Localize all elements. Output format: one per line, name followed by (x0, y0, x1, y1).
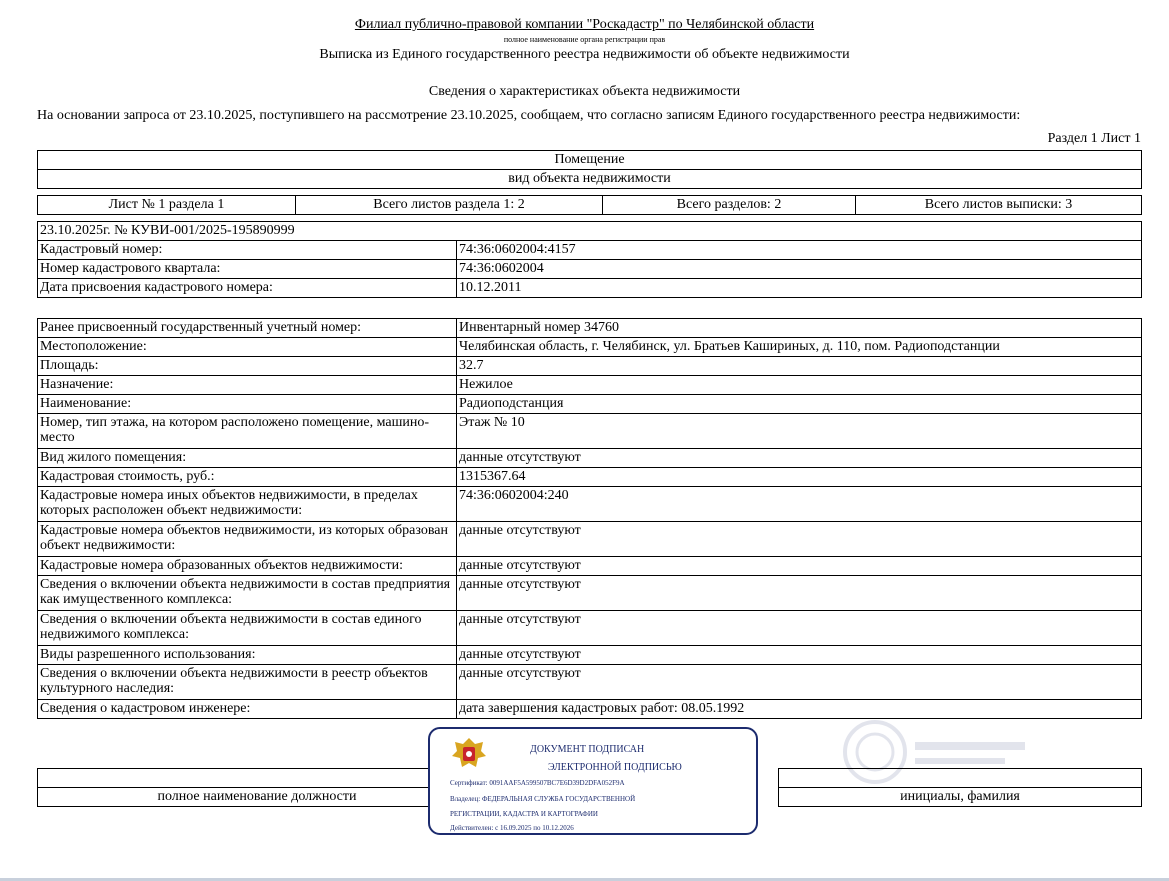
row-label: Номер, тип этажа, на котором расположено помещение, машино-место (38, 414, 457, 449)
stamp-title: ДОКУМЕНТ ПОДПИСАН (530, 744, 645, 755)
row-label: Наименование: (38, 395, 457, 414)
table-row (38, 611, 1142, 646)
row-value: данные отсутствуют (457, 611, 1142, 646)
table-row (38, 260, 1142, 279)
row-label: Виды разрешенного использования: (38, 646, 457, 665)
table-row (38, 665, 1142, 700)
table-row (38, 241, 1142, 260)
row-label: Кадастровая стоимость, руб.: (38, 468, 457, 487)
table-row (38, 376, 1142, 395)
row-label: Местоположение: (38, 338, 457, 357)
request-number: 23.10.2025г. № КУВИ-001/2025-195890999 (38, 222, 1142, 241)
coat-of-arms-icon (448, 734, 490, 774)
row-label: Сведения о включении объекта недвижимости в реестр объектов культурного наследия: (38, 665, 457, 700)
section-title: Сведения о характеристиках объекта недвижимости (428, 84, 741, 99)
identifiers-table (37, 221, 1142, 298)
row-label: Кадастровые номера иных объектов недвижимости, в пределах которых расположен объект недвижимости: (38, 487, 457, 522)
row-value: 74:36:0602004:240 (457, 487, 1142, 522)
row-value: данные отсутствуют (457, 576, 1142, 611)
row-value: данные отсутствуют (457, 646, 1142, 665)
row-label: Кадастровый номер: (38, 241, 457, 260)
table-row (38, 338, 1142, 357)
table-row (38, 414, 1142, 449)
position-field (38, 769, 477, 788)
row-value: данные отсутствуют (457, 522, 1142, 557)
extract-title: Выписка из Единого государственного реестра недвижимости об объекте недвижимости (319, 47, 850, 62)
details-table (37, 318, 1142, 719)
object-type-value: Помещение (38, 151, 1142, 170)
table-row (38, 319, 1142, 338)
certificate-owner: Владелец: ФЕДЕРАЛЬНАЯ СЛУЖБА ГОСУДАРСТВЕННОЙ (450, 795, 636, 803)
section-sheets-count: Всего листов раздела 1: 2 (296, 196, 603, 215)
certificate-owner-continued: РЕГИСТРАЦИИ, КАДАСТРА И КАРТОГРАФИИ (450, 810, 598, 818)
extract-sheets-count: Всего листов выписки: 3 (856, 196, 1142, 215)
table-row (38, 449, 1142, 468)
row-value: данные отсутствуют (457, 557, 1142, 576)
row-label: Кадастровые номера образованных объектов недвижимости: (38, 557, 457, 576)
table-row (38, 395, 1142, 414)
stamp-subtitle: ЭЛЕКТРОННОЙ ПОДПИСЬЮ (548, 762, 682, 773)
assignment-date: 10.12.2011 (457, 279, 1142, 298)
row-label: Сведения о кадастровом инженере: (38, 700, 457, 719)
row-label: Номер кадастрового квартала: (38, 260, 457, 279)
table-row (38, 522, 1142, 557)
table-row (38, 557, 1142, 576)
certificate-number: Сертификат: 0091AAF5A599507BC7E6D39D2DFA052F9A (450, 779, 625, 787)
request-basis: На основании запроса от 23.10.2025, поступившего на рассмотрение 23.10.2025, сообщаем, что согласно записям Единого государственного реестра недвижимости: (37, 108, 1021, 123)
name-caption: инициалы, фамилия (779, 788, 1142, 807)
table-row (38, 279, 1142, 298)
row-label: Вид жилого помещения: (38, 449, 457, 468)
row-value: данные отсутствуют (457, 449, 1142, 468)
position-caption: полное наименование должности (38, 788, 477, 807)
cadastral-number: 74:36:0602004:4157 (457, 241, 1142, 260)
table-row (38, 468, 1142, 487)
sheet-reference: Раздел 1 Лист 1 (1047, 131, 1141, 146)
row-value: Челябинская область, г. Челябинск, ул. Братьев Кашириных, д. 110, пом. Радиоподстанции (457, 338, 1142, 357)
sheets-table (37, 195, 1142, 215)
row-label: Сведения о включении объекта недвижимости в состав единого недвижимого комплекса: (38, 611, 457, 646)
row-value: дата завершения кадастровых работ: 08.05.1992 (457, 700, 1142, 719)
table-row (38, 646, 1142, 665)
object-type-caption: вид объекта недвижимости (38, 170, 1142, 189)
table-row (38, 357, 1142, 376)
certificate-validity: Действителен: с 16.09.2025 по 10.12.2026 (450, 824, 574, 832)
row-label: Сведения о включении объекта недвижимости в состав предприятия как имущественного комплекса: (38, 576, 457, 611)
row-value: Инвентарный номер 34760 (457, 319, 1142, 338)
row-label: Площадь: (38, 357, 457, 376)
row-label: Ранее присвоенный государственный учетный номер: (38, 319, 457, 338)
electronic-signature-stamp (428, 727, 758, 835)
table-row (38, 487, 1142, 522)
sections-count: Всего разделов: 2 (603, 196, 856, 215)
row-value: Радиоподстанция (457, 395, 1142, 414)
sheet-number: Лист № 1 раздела 1 (38, 196, 296, 215)
row-value: 1315367.64 (457, 468, 1142, 487)
organization-caption: полное наименование органа регистрации прав (503, 35, 666, 44)
name-field (779, 769, 1142, 788)
row-label: Дата присвоения кадастрового номера: (38, 279, 457, 298)
row-value: Этаж № 10 (457, 414, 1142, 449)
table-row (38, 576, 1142, 611)
row-value: данные отсутствуют (457, 665, 1142, 700)
row-value: Нежилое (457, 376, 1142, 395)
row-label: Кадастровые номера объектов недвижимости, из которых образован объект недвижимости: (38, 522, 457, 557)
cadastral-quarter: 74:36:0602004 (457, 260, 1142, 279)
object-type-table (37, 150, 1142, 189)
organization-name: Филиал публично-правовой компании "Роскадастр" по Челябинской области (354, 17, 815, 32)
row-value: 32.7 (457, 357, 1142, 376)
row-label: Назначение: (38, 376, 457, 395)
